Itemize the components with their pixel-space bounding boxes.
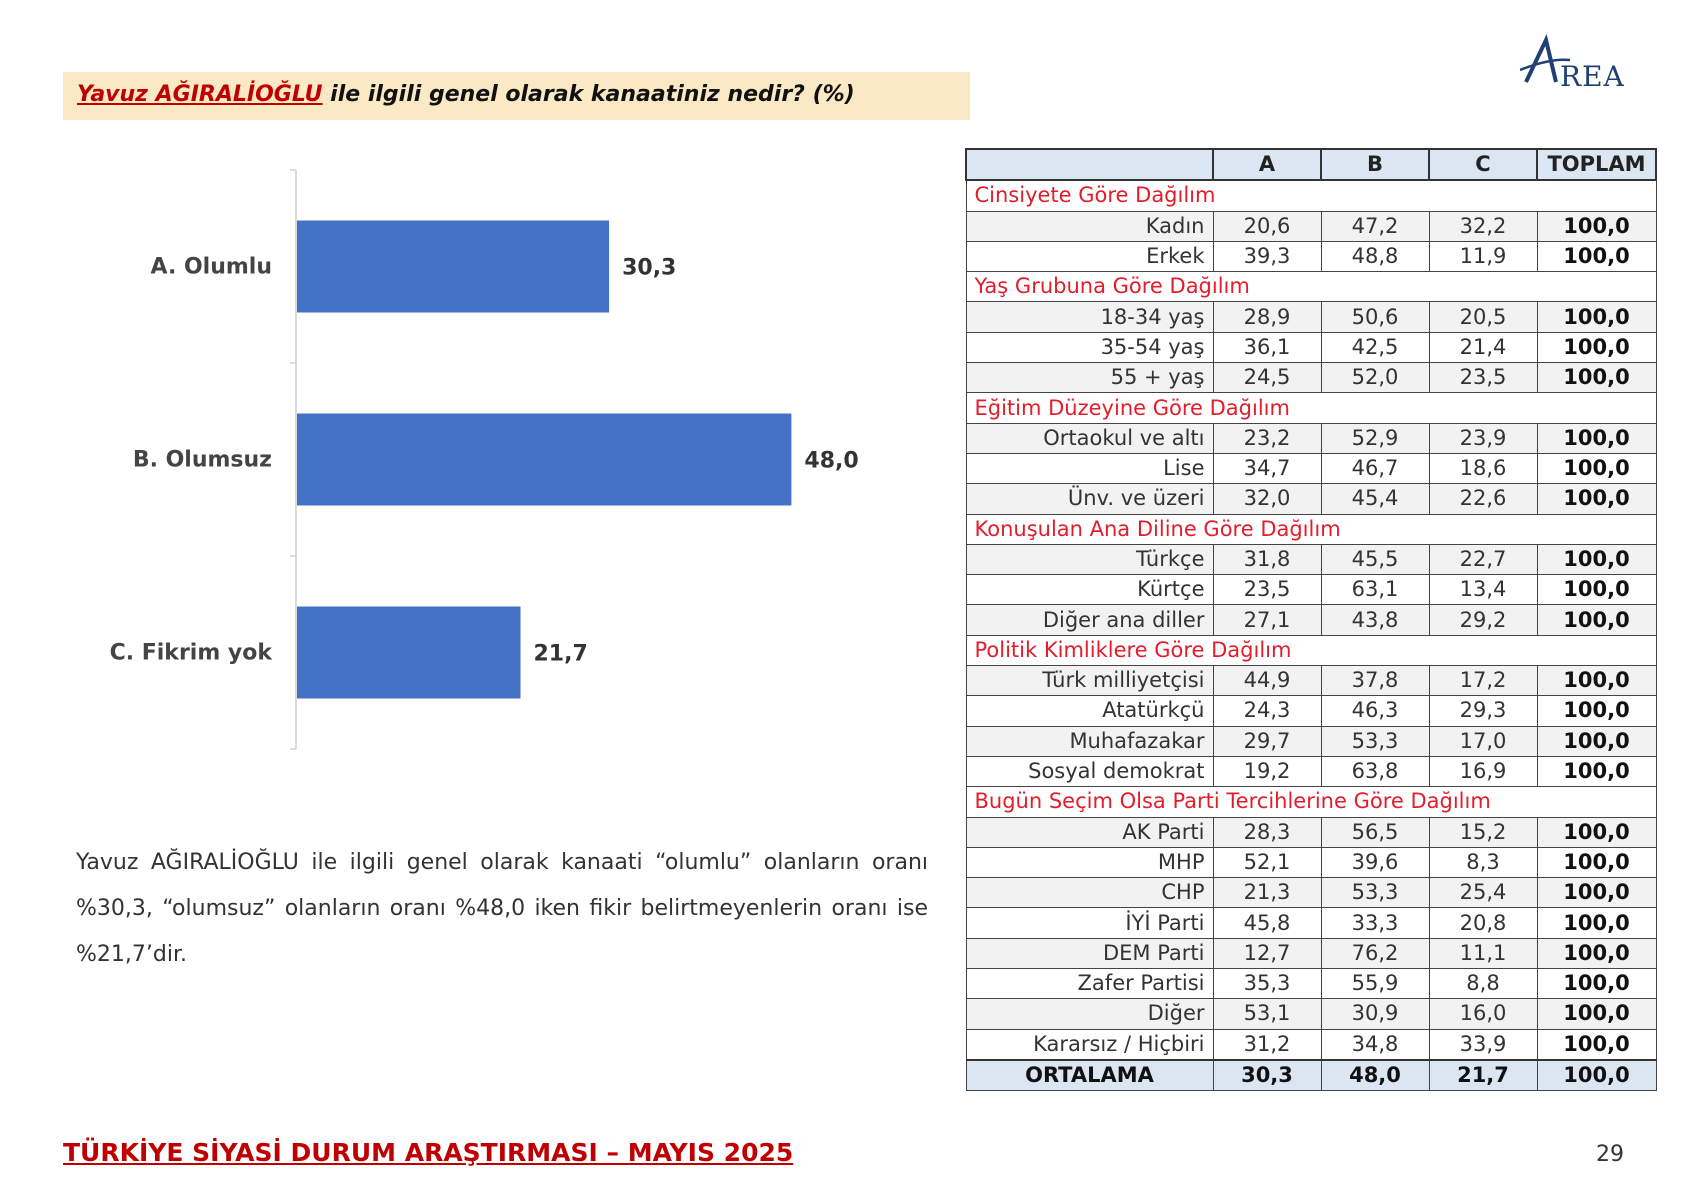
row-label: AK Parti (966, 817, 1213, 847)
table-cell: 23,5 (1429, 363, 1537, 393)
table-cell: 17,0 (1429, 726, 1537, 756)
table-row (966, 878, 1656, 908)
table-cell: 22,7 (1429, 544, 1537, 574)
table-cell: 63,8 (1321, 756, 1429, 786)
table-cell: 100,0 (1537, 241, 1656, 271)
table-cell: 100,0 (1537, 908, 1656, 938)
table-row (966, 908, 1656, 938)
table-cell: 20,5 (1429, 302, 1537, 332)
table-cell: 63,1 (1321, 575, 1429, 605)
table-cell: 31,2 (1213, 1029, 1321, 1060)
table-row (966, 756, 1656, 786)
table-cell: 37,8 (1321, 666, 1429, 696)
bar (297, 221, 609, 313)
row-label: Türk milliyetçisi (966, 666, 1213, 696)
row-label: Kadın (966, 211, 1213, 241)
table-cell: 100,0 (1537, 363, 1656, 393)
row-label: Türkçe (966, 544, 1213, 574)
table-cell: 34,8 (1321, 1029, 1429, 1060)
average-label: ORTALAMA (966, 1060, 1213, 1091)
row-label: Atatürkçü (966, 696, 1213, 726)
row-label: Sosyal demokrat (966, 756, 1213, 786)
table-cell: 100,0 (1537, 211, 1656, 241)
table-cell: 100,0 (1537, 847, 1656, 877)
table-row (966, 666, 1656, 696)
row-label: Kararsız / Hiçbiri (966, 1029, 1213, 1060)
table-cell: 32,0 (1213, 484, 1321, 514)
table-cell: 45,8 (1213, 908, 1321, 938)
header-cell: A (1213, 149, 1321, 180)
section-row (966, 393, 1656, 423)
table-cell: 44,9 (1213, 666, 1321, 696)
table-row (966, 363, 1656, 393)
table-cell: 39,3 (1213, 241, 1321, 271)
table-cell: 36,1 (1213, 332, 1321, 362)
opinion-bar-chart (80, 160, 860, 760)
table-cell: 34,7 (1213, 453, 1321, 483)
table-row (966, 969, 1656, 999)
logo-text: REA (1560, 60, 1625, 93)
table-row (966, 847, 1656, 877)
table-cell: 28,9 (1213, 302, 1321, 332)
table-cell: 100,0 (1537, 696, 1656, 726)
category-label: C. Fikrim yok (109, 640, 272, 666)
header-cell (966, 149, 1213, 180)
table-cell: 13,4 (1429, 575, 1537, 605)
table-cell: 42,5 (1321, 332, 1429, 362)
row-label: Zafer Partisi (966, 969, 1213, 999)
table-cell: 52,0 (1321, 363, 1429, 393)
table-cell: 28,3 (1213, 817, 1321, 847)
table-cell: 22,6 (1429, 484, 1537, 514)
table-cell: 100,0 (1537, 332, 1656, 362)
table-cell: 25,4 (1429, 878, 1537, 908)
bar (297, 607, 521, 699)
table-cell: 31,8 (1213, 544, 1321, 574)
row-label: MHP (966, 847, 1213, 877)
table-cell: 12,7 (1213, 938, 1321, 968)
table-cell: 43,8 (1321, 605, 1429, 635)
row-label: 18-34 yaş (966, 302, 1213, 332)
bar (297, 414, 791, 506)
table-cell: 46,7 (1321, 453, 1429, 483)
header-cell: TOPLAM (1537, 149, 1656, 180)
table-cell: 100,0 (1537, 575, 1656, 605)
row-label: Lise (966, 453, 1213, 483)
table-row (966, 999, 1656, 1029)
table-cell: 100,0 (1537, 666, 1656, 696)
row-label: Kürtçe (966, 575, 1213, 605)
table-row (966, 575, 1656, 605)
title-name: Yavuz AĞIRALİOĞLU (77, 82, 323, 107)
row-label: 55 + yaş (966, 363, 1213, 393)
table-cell: 24,3 (1213, 696, 1321, 726)
table-cell: 23,5 (1213, 575, 1321, 605)
table-cell: 100,0 (1537, 878, 1656, 908)
table-cell: 21,3 (1213, 878, 1321, 908)
section-title: Bugün Seçim Olsa Parti Tercihlerine Göre Dağılım (966, 787, 1656, 817)
table-cell: 15,2 (1429, 817, 1537, 847)
table-cell: 47,2 (1321, 211, 1429, 241)
table-cell: 100,0 (1537, 817, 1656, 847)
table-cell: 46,3 (1321, 696, 1429, 726)
table-cell: 20,6 (1213, 211, 1321, 241)
table-cell: 30,9 (1321, 999, 1429, 1029)
table-cell: 100,0 (1537, 999, 1656, 1029)
table-cell: 23,2 (1213, 423, 1321, 453)
section-title: Cinsiyete Göre Dağılım (966, 180, 1656, 211)
category-label: A. Olumlu (150, 254, 272, 280)
table-row (966, 453, 1656, 483)
category-label: B. Olumsuz (132, 447, 272, 473)
table-row (966, 1029, 1656, 1060)
header-cell: B (1321, 149, 1429, 180)
table-cell: 53,1 (1213, 999, 1321, 1029)
table-cell: 18,6 (1429, 453, 1537, 483)
table-row (966, 938, 1656, 968)
table-cell: 45,4 (1321, 484, 1429, 514)
table-cell: 53,3 (1321, 878, 1429, 908)
data-label: 21,7 (533, 641, 588, 667)
table-row (966, 302, 1656, 332)
row-label: Ünv. ve üzeri (966, 484, 1213, 514)
section-row (966, 635, 1656, 665)
table-cell: 100,0 (1537, 969, 1656, 999)
footer-title: TÜRKİYE SİYASİ DURUM ARAŞTIRMASI – MAYIS 2025 (63, 1138, 794, 1167)
section-row (966, 272, 1656, 302)
table-cell: 100,0 (1537, 302, 1656, 332)
table-row (966, 211, 1656, 241)
table-cell: 50,6 (1321, 302, 1429, 332)
table-cell: 53,3 (1321, 726, 1429, 756)
section-title: Eğitim Düzeyine Göre Dağılım (966, 393, 1656, 423)
table-cell: 100,0 (1537, 1029, 1656, 1060)
row-label: Muhafazakar (966, 726, 1213, 756)
table-cell: 52,9 (1321, 423, 1429, 453)
section-title: Yaş Grubuna Göre Dağılım (966, 272, 1656, 302)
table-cell: 100,0 (1537, 938, 1656, 968)
table-row (966, 484, 1656, 514)
table-cell: 19,2 (1213, 756, 1321, 786)
table-cell: 32,2 (1429, 211, 1537, 241)
row-label: Ortaokul ve altı (966, 423, 1213, 453)
section-title: Politik Kimliklere Göre Dağılım (966, 635, 1656, 665)
title-question: ile ilgili genel olarak kanaatiniz nedir? (%) (322, 82, 855, 107)
table-cell: 20,8 (1429, 908, 1537, 938)
table-cell: 29,3 (1429, 696, 1537, 726)
table-cell: 76,2 (1321, 938, 1429, 968)
section-row (966, 180, 1656, 211)
table-cell: 100,0 (1537, 453, 1656, 483)
breakdown-table (965, 148, 1657, 1091)
table-cell: 17,2 (1429, 666, 1537, 696)
page-number: 29 (1596, 1142, 1624, 1167)
table-cell: 23,9 (1429, 423, 1537, 453)
table-cell: 33,9 (1429, 1029, 1537, 1060)
table-cell: 27,1 (1213, 605, 1321, 635)
average-row (966, 1060, 1656, 1091)
table-row (966, 332, 1656, 362)
section-title: Konuşulan Ana Diline Göre Dağılım (966, 514, 1656, 544)
table-cell: 100,0 (1537, 726, 1656, 756)
table-cell: 100,0 (1537, 756, 1656, 786)
table-cell: 45,5 (1321, 544, 1429, 574)
table-row (966, 423, 1656, 453)
table-cell: 24,5 (1213, 363, 1321, 393)
header-cell: C (1429, 149, 1537, 180)
table-cell: 16,0 (1429, 999, 1537, 1029)
summary-paragraph: Yavuz AĞIRALİOĞLU ile ilgili genel olarak kanaati “olumlu” olanların oranı %30,3, “olumsuz” olanların oranı %48,0 iken fikir belirtmeyenlerin oranı ise %21,7’dir. (76, 850, 928, 967)
data-label: 30,3 (622, 255, 677, 281)
table-cell: 8,8 (1429, 969, 1537, 999)
average-cell: 100,0 (1537, 1060, 1656, 1091)
table-cell: 100,0 (1537, 605, 1656, 635)
average-cell: 48,0 (1321, 1060, 1429, 1091)
table-cell: 8,3 (1429, 847, 1537, 877)
table-cell: 29,2 (1429, 605, 1537, 635)
row-label: Erkek (966, 241, 1213, 271)
table-cell: 21,4 (1429, 332, 1537, 362)
table-cell: 39,6 (1321, 847, 1429, 877)
table-cell: 100,0 (1537, 484, 1656, 514)
table-cell: 52,1 (1213, 847, 1321, 877)
table-row (966, 605, 1656, 635)
row-label: DEM Parti (966, 938, 1213, 968)
section-row (966, 514, 1656, 544)
row-label: İYİ Parti (966, 908, 1213, 938)
table-row (966, 696, 1656, 726)
section-row (966, 787, 1656, 817)
table-row (966, 241, 1656, 271)
table-cell: 33,3 (1321, 908, 1429, 938)
row-label: CHP (966, 878, 1213, 908)
table-cell: 56,5 (1321, 817, 1429, 847)
table-cell: 100,0 (1537, 544, 1656, 574)
average-cell: 21,7 (1429, 1060, 1537, 1091)
average-cell: 30,3 (1213, 1060, 1321, 1091)
table-row (966, 544, 1656, 574)
data-label: 48,0 (804, 448, 859, 474)
table-cell: 35,3 (1213, 969, 1321, 999)
table-cell: 55,9 (1321, 969, 1429, 999)
row-label: 35-54 yaş (966, 332, 1213, 362)
row-label: Diğer (966, 999, 1213, 1029)
question-title-bar (63, 72, 970, 120)
table-cell: 16,9 (1429, 756, 1537, 786)
table-row (966, 817, 1656, 847)
table-cell: 29,7 (1213, 726, 1321, 756)
table-cell: 48,8 (1321, 241, 1429, 271)
question-title (77, 82, 855, 107)
row-label: Diğer ana diller (966, 605, 1213, 635)
table-cell: 11,1 (1429, 938, 1537, 968)
table-cell: 11,9 (1429, 241, 1537, 271)
table-row (966, 726, 1656, 756)
table-header-row (966, 149, 1656, 180)
table-cell: 100,0 (1537, 423, 1656, 453)
